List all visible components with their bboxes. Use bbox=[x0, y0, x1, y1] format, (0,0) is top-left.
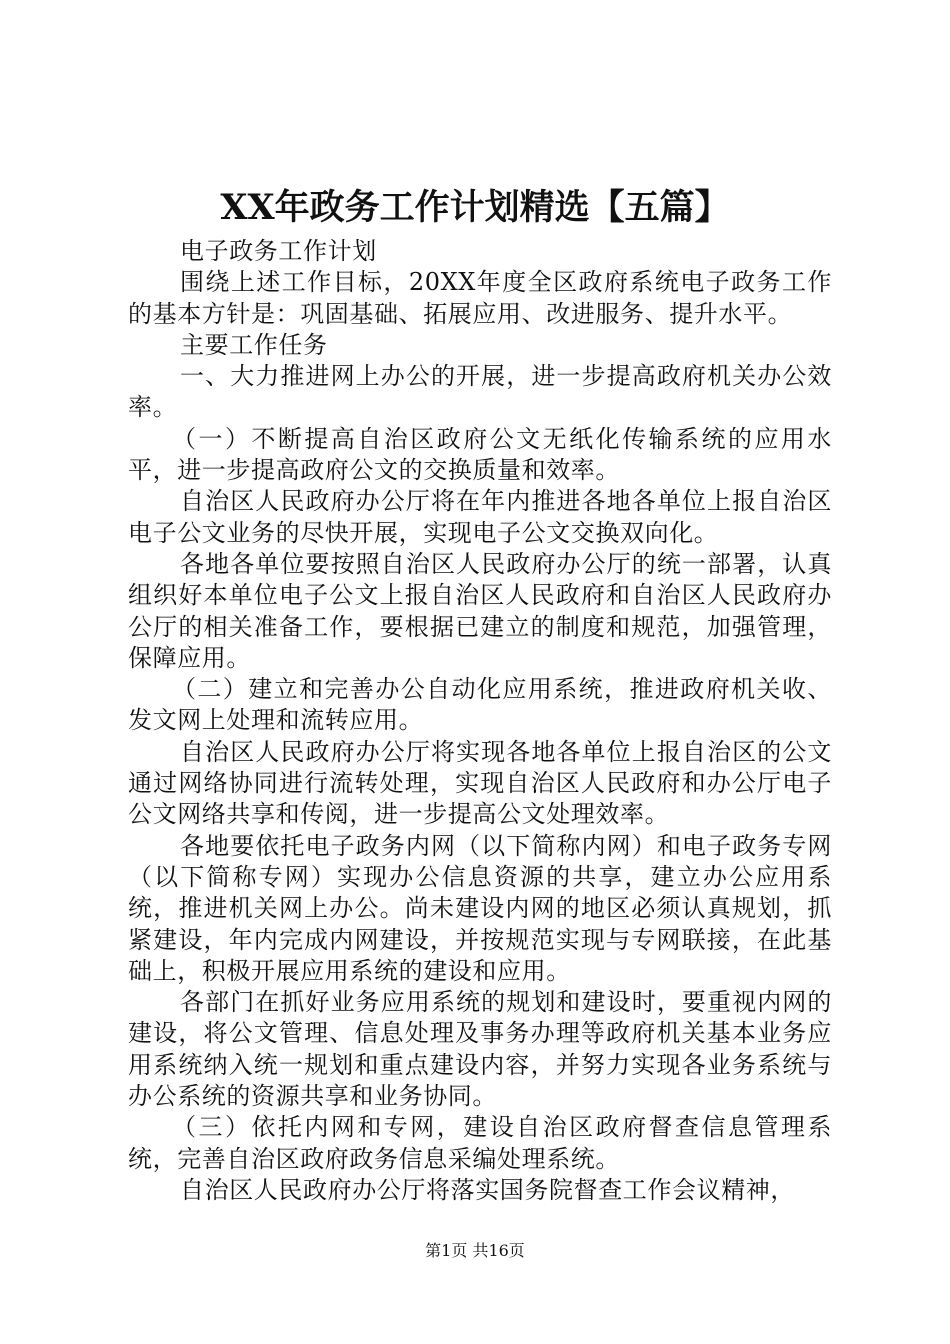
paragraph: （二）建立和完善办公自动化应用系统，推进政府机关收、发文网上处理和流转应用。 bbox=[128, 675, 832, 735]
page-title: XX年政务工作计划精选【五篇】 bbox=[220, 187, 730, 228]
paragraph: 自治区人民政府办公厅将在年内推进各地各单位上报自治区电子公文业务的尽快开展，实现电子公文交换双向化。 bbox=[128, 487, 832, 547]
page-footer: 第1页 共16页 bbox=[425, 1241, 525, 1260]
paragraph: 主要工作任务 bbox=[180, 330, 328, 359]
document-body bbox=[128, 236, 832, 1206]
paragraph: 各地各单位要按照自治区人民政府办公厅的统一部署，认真组织好本单位电子公文上报自治区人民政府和自治区人民政府办公厅的相关准备工作，要根据已建立的制度和规范，加强管理，保障应用。 bbox=[128, 549, 832, 672]
paragraph: 一、大力推进网上办公的开展，进一步提高政府机关办公效率。 bbox=[128, 362, 832, 422]
paragraph: （三）依托内网和专网，建设自治区政府督查信息管理系统，完善自治区政府政务信息采编处理系统。 bbox=[128, 1113, 832, 1173]
paragraph: 电子政务工作计划 bbox=[180, 237, 377, 265]
paragraph: 围绕上述工作目标，20XX年度全区政府系统电子政务工作的基本方针是：巩固基础、拓展应用、改进服务、提升水平。 bbox=[128, 268, 832, 328]
paragraph: （一）不断提高自治区政府公文无纸化传输系统的应用水平，进一步提高政府公文的交换质量和效率。 bbox=[128, 424, 832, 485]
paragraph: 自治区人民政府办公厅将落实国务院督查工作会议精神， bbox=[180, 1175, 795, 1204]
paragraph: 各地要依托电子政务内网（以下简称内网）和电子政务专网（以下简称专网）实现办公信息资源的共享，建立办公应用系统，推进机关网上办公。尚未建设内网的地区必须认真规划，抓紧建设，年内完成内网建设，并按规范实现与专网联接，在此基础上，积极开展应用系统的建设和应用。 bbox=[128, 831, 832, 985]
paragraph: 自治区人民政府办公厅将实现各地各单位上报自治区的公文通过网络协同进行流转处理，实现自治区人民政府和办公厅电子公文网络共享和传阅，进一步提高公文处理效率。 bbox=[128, 737, 832, 829]
paragraph: 各部门在抓好业务应用系统的规划和建设时，要重视内网的建设，将公文管理、信息处理及事务办理等政府机关基本业务应用系统纳入统一规划和重点建设内容，并努力实现各业务系统与办公系统的资源共享和业务协同。 bbox=[128, 988, 832, 1111]
